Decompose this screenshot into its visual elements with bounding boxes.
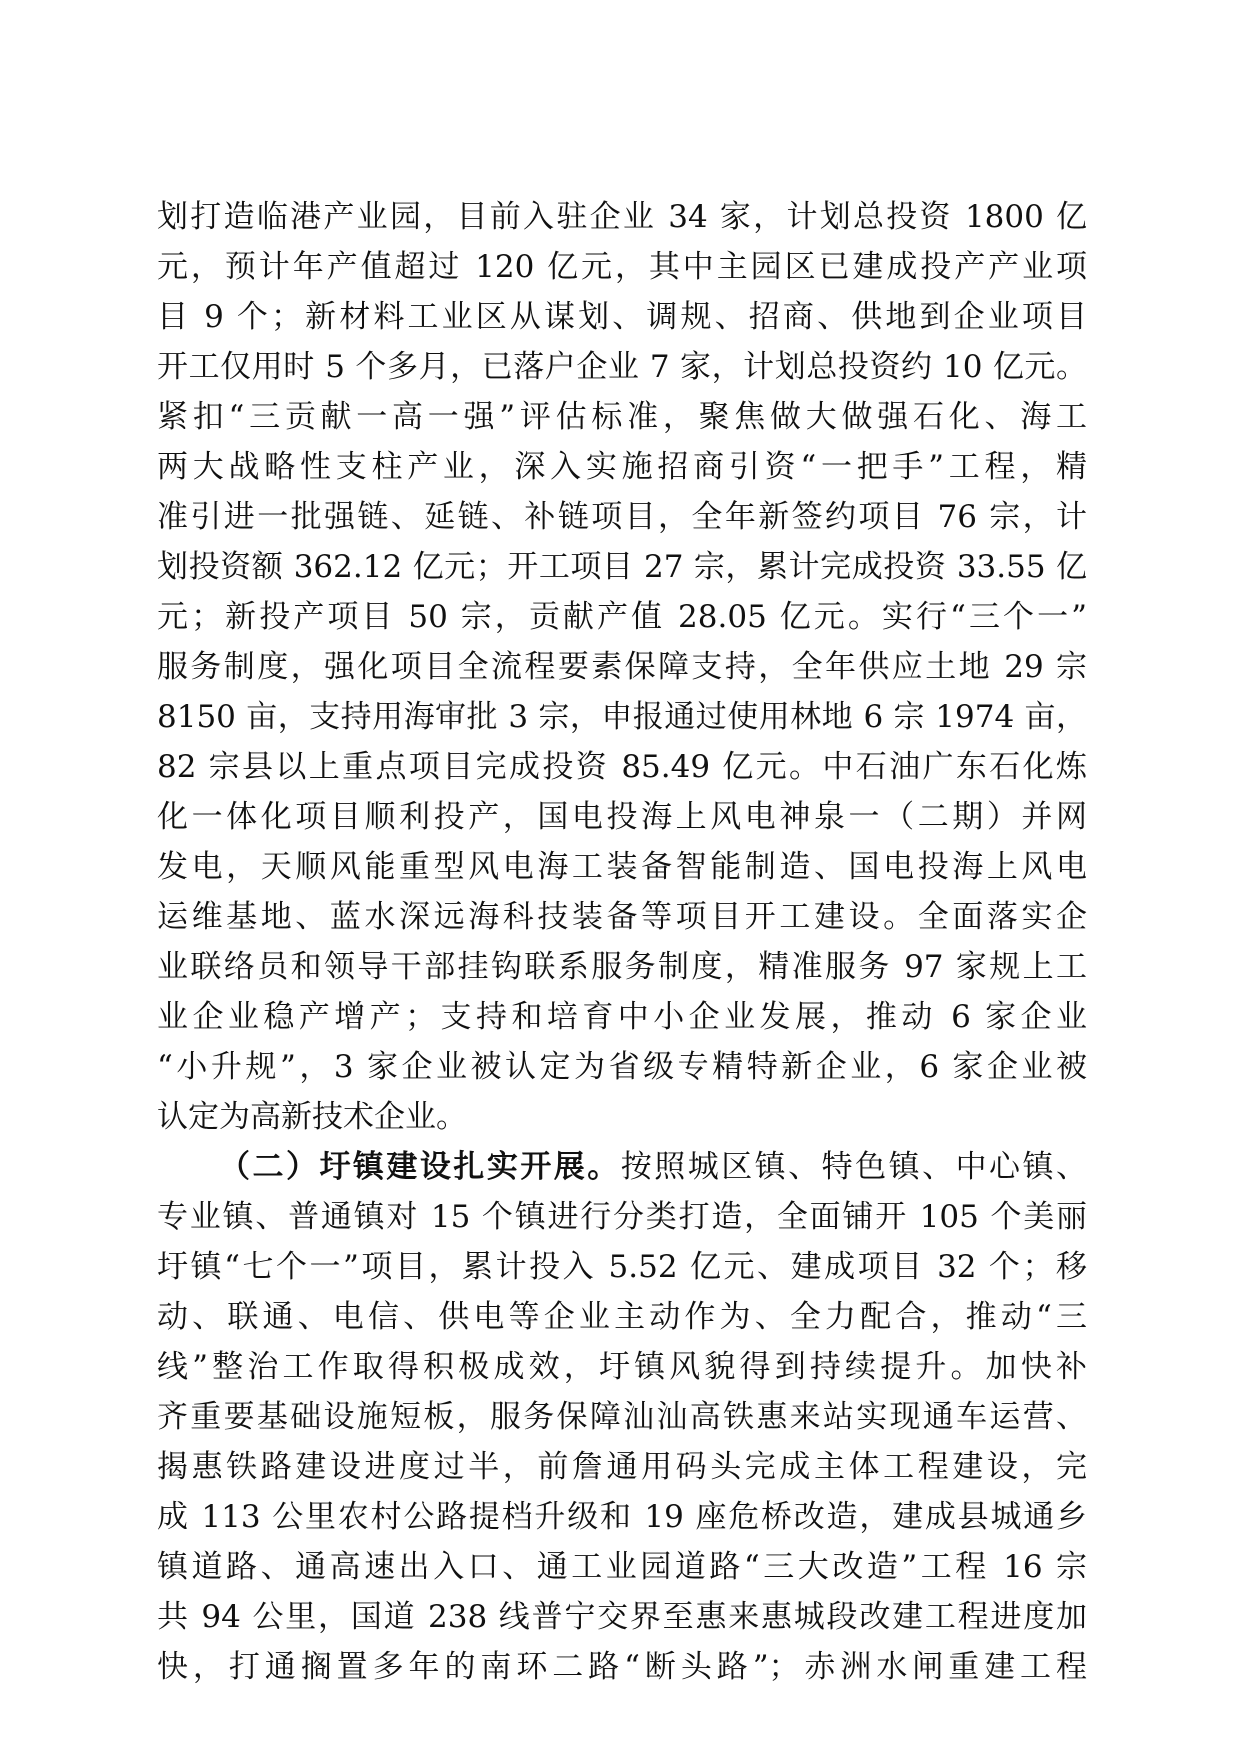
- text-line: 划投资额 362.12 亿元；开工项目 27 宗，累计完成投资 33.55 亿: [157, 549, 1087, 585]
- text-line: 目 9 个；新材料工业区从谋划、调规、招商、供地到企业项目: [157, 299, 1087, 335]
- text-line: 82 宗县以上重点项目完成投资 85.49 亿元。中石油广东石化炼: [157, 749, 1087, 785]
- text-line: 共 94 公里，国道 238 线普宁交界至惠来惠城段改建工程进度加: [157, 1599, 1087, 1635]
- text-line: 圩镇“七个一”项目，累计投入 5.52 亿元、建成项目 32 个；移: [157, 1249, 1087, 1285]
- paragraph-town-construction: [157, 1142, 1087, 1692]
- text-line: “小升规”，3 家企业被认定为省级专精特新企业，6 家企业被: [157, 1049, 1087, 1085]
- text-line: 运维基地、蓝水深远海科技装备等项目开工建设。全面落实企: [157, 899, 1087, 935]
- text-line: 揭惠铁路建设进度过半，前詹通用码头完成主体工程建设，完: [157, 1449, 1087, 1485]
- text-line: 认定为高新技术企业。: [157, 1099, 467, 1135]
- text-line: 两大战略性支柱产业，深入实施招商引资“一把手”工程，精: [157, 449, 1087, 485]
- text-line: 开工仅用时 5 个多月，已落户企业 7 家，计划总投资约 10 亿元。: [157, 349, 1087, 385]
- text-line: 成 113 公里农村公路提档升级和 19 座危桥改造，建成县城通乡: [157, 1499, 1087, 1535]
- text-line: 准引进一批强链、延链、补链项目，全年新签约项目 76 宗，计: [157, 499, 1087, 535]
- text-line: 动、联通、电信、供电等企业主动作为、全力配合，推动“三: [157, 1299, 1087, 1335]
- text-line: 镇道路、通高速出入口、通工业园道路“三大改造”工程 16 宗: [157, 1549, 1087, 1585]
- text-line: 专业镇、普通镇对 15 个镇进行分类打造，全面铺开 105 个美丽: [157, 1199, 1087, 1235]
- paragraph-industry-projects: [157, 192, 1087, 1142]
- text-line: 元，预计年产值超过 120 亿元，其中主园区已建成投产产业项: [157, 249, 1087, 285]
- text-line: 线”整治工作取得积极成效，圩镇风貌得到持续提升。加快补: [157, 1349, 1087, 1385]
- text-line: 化一体化项目顺利投产，国电投海上风电神泉一（二期）并网: [157, 799, 1087, 835]
- text-line: 业企业稳产增产；支持和培育中小企业发展，推动 6 家企业: [157, 999, 1087, 1035]
- text-line: 快，打通搁置多年的南环二路“断头路”；赤洲水闸重建工程: [157, 1649, 1087, 1685]
- text-line: 齐重要基础设施短板，服务保障汕汕高铁惠来站实现通车运营、: [157, 1399, 1087, 1435]
- text-line: 划打造临港产业园，目前入驻企业 34 家，计划总投资 1800 亿: [157, 199, 1087, 235]
- text-line: 紧扣“三贡献一高一强”评估标准，聚焦做大做强石化、海工: [157, 399, 1087, 435]
- text-line: 发电，天顺风能重型风电海工装备智能制造、国电投海上风电: [157, 849, 1087, 885]
- section-heading: （二）圩镇建设扎实开展。: [219, 1149, 621, 1185]
- text-line: 元；新投产项目 50 宗，贡献产值 28.05 亿元。实行“三个一”: [157, 599, 1087, 635]
- heading-line-text: 按照城区镇、特色镇、中心镇、: [620, 1149, 1088, 1185]
- text-line: 业联络员和领导干部挂钩联系服务制度，精准服务 97 家规上工: [157, 949, 1087, 985]
- body-text: [157, 192, 1087, 1692]
- text-line: 服务制度，强化项目全流程要素保障支持，全年供应土地 29 宗: [157, 649, 1087, 685]
- text-line: 8150 亩，支持用海审批 3 宗，申报通过使用林地 6 宗 1974 亩，: [157, 699, 1087, 735]
- section-heading-line: [157, 1142, 1087, 1192]
